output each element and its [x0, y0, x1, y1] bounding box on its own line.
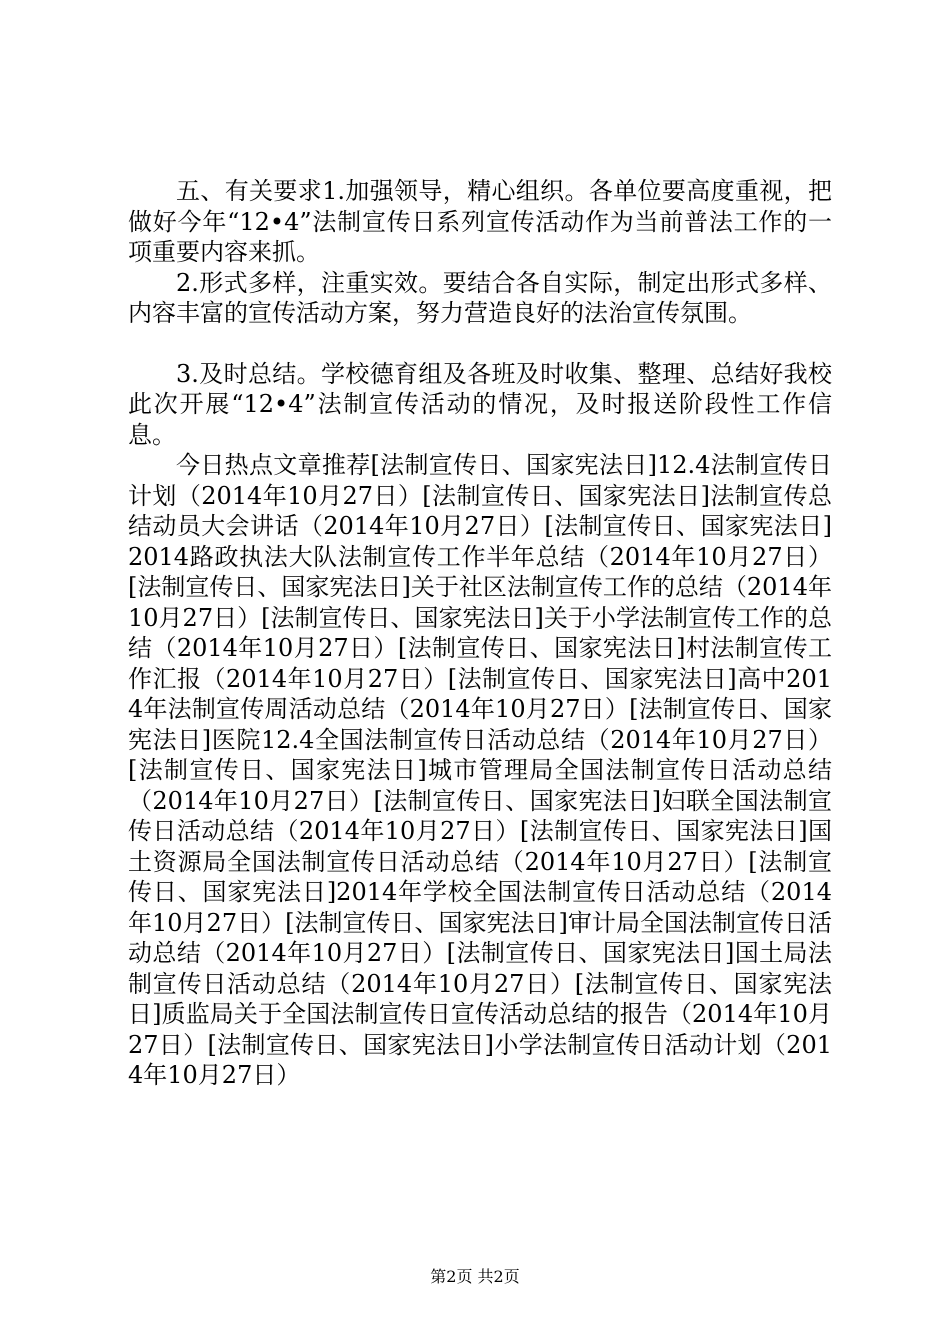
- document-body: [128, 176, 832, 1091]
- paragraph-requirements-summary: 3.及时总结。学校德育组及各班及时收集、整理、总结好我校此次开展“12•4”法制宣传活动的情况，及时报送阶段性工作信息。: [128, 359, 832, 449]
- paragraph-requirements-forms: 2.形式多样，注重实效。要结合各自实际，制定出形式多样、内容丰富的宣传活动方案，努力营造良好的法治宣传氛围。: [128, 268, 832, 327]
- paragraph-hot-articles: 今日热点文章推荐[法制宣传日、国家宪法日]12.4法制宣传日计划（2014年10月27日）[法制宣传日、国家宪法日]法制宣传总结动员大会讲话（2014年10月27日）[法制宣传日、国家宪法日]2014路政执法大队法制宣传工作半年总结（2014年10月27日）[法制宣传日、国家宪法日]关于社区法制宣传工作的总结（2014年10月27日）[法制宣传日、国家宪法日]关于小学法制宣传工作的总结（2014年10月27日）[法制宣传日、国家宪法日]村法制宣传工作汇报（2014年10月27日）[法制宣传日、国家宪法日]高中2014年法制宣传周活动总结（2014年10月27日）[法制宣传日、国家宪法日]医院12.4全国法制宣传日活动总结（2014年10月27日）[法制宣传日、国家宪法日]城市管理局全国法制宣传日活动总结（2014年10月27日）[法制宣传日、国家宪法日]妇联全国法制宣传日活动总结（2014年10月27日）[法制宣传日、国家宪法日]国土资源局全国法制宣传日活动总结（2014年10月27日）[法制宣传日、国家宪法日]2014年学校全国法制宣传日活动总结（2014年10月27日）[法制宣传日、国家宪法日]审计局全国法制宣传日活动总结（2014年10月27日）[法制宣传日、国家宪法日]国土局法制宣传日活动总结（2014年10月27日）[法制宣传日、国家宪法日]质监局关于全国法制宣传日宣传活动总结的报告（2014年10月27日）[法制宣传日、国家宪法日]小学法制宣传日活动计划（2014年10月27日）: [128, 451, 832, 1089]
- page-footer: 第2页 共2页: [430, 1267, 520, 1286]
- paragraph-requirements-leadership: 五、有关要求1.加强领导，精心组织。各单位要高度重视，把做好今年“12•4”法制宣传日系列宣传活动作为当前普法工作的一项重要内容来抓。: [128, 177, 832, 266]
